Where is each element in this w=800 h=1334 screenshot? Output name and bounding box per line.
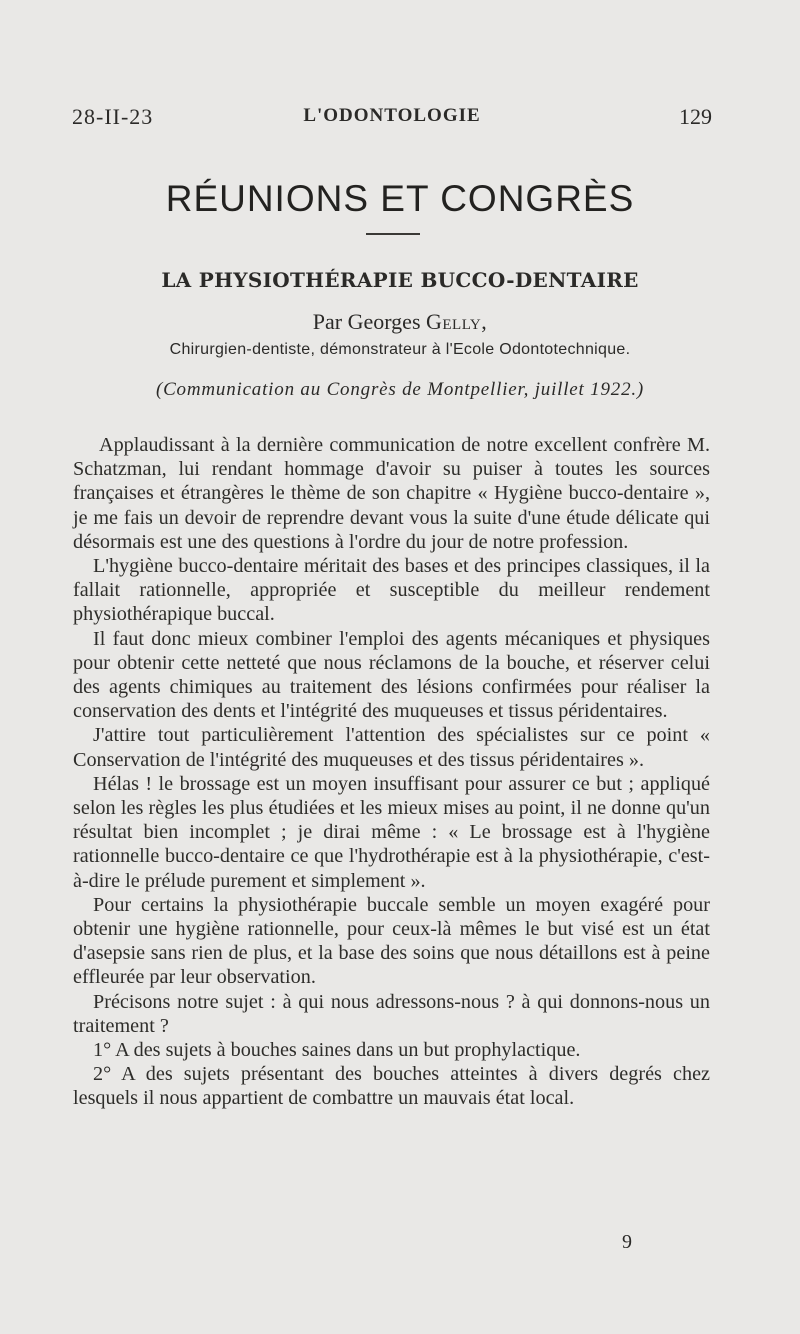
journal-name: L'ODONTOLOGIE xyxy=(303,105,481,126)
issue-date: 28-II-23 xyxy=(72,104,154,129)
paragraph: Précisons notre sujet : à qui nous adressons-nous ? à qui donnons-nous un traitement ? xyxy=(73,990,710,1037)
paragraph: 2° A des sujets présentant des bouches atteintes à divers degrés chez lesquels il nous appartient de combattre un mauvais état local. xyxy=(73,1063,710,1110)
title-divider xyxy=(366,233,420,235)
page-number-top: 129 xyxy=(679,104,712,129)
article-title: LA PHYSIOTHÉRAPIE BUCCO-DENTAIRE xyxy=(161,268,639,292)
paragraph: Il faut donc mieux combiner l'emploi des agents mécaniques et physiques pour obtenir cette netteté que nous réclamons de la bouche, et réserver celui des agents chimiques au traitement des lésions confirmées pour réaliser la conservation des dents et l'intégrité des muqueuses et tissus péridentaires. xyxy=(73,627,710,723)
byline xyxy=(0,309,800,335)
paragraph: L'hygiène bucco-dentaire méritait des bases et des principes classiques, il la fallait rationnelle, appropriée et susceptible du meilleur rendement physiothérapique buccal. xyxy=(73,555,710,626)
byline-prefix: Par Georges xyxy=(312,309,421,334)
running-head xyxy=(72,104,712,132)
paragraph: Pour certains la physiothérapie buccale semble un moyen exagéré pour obtenir une hygiène rationnelle, pour ceux-là mêmes le but visé est un état d'asepsie sans rien de plus, et la base des soins que nous détaillons est à peine effleurée par leur observation. xyxy=(73,893,710,989)
signature-mark: 9 xyxy=(622,1231,632,1253)
communication-note: (Communication au Congrès de Montpellier, juillet 1922.) xyxy=(155,379,645,400)
paragraph: Hélas ! le brossage est un moyen insuffisant pour assurer ce but ; appliqué selon les règles les plus étudiées et les mieux mises au point, il ne donne qu'un résultat bien incomplet ; je dirai même : « Le brossage est à l'hygiène rationnelle bucco-dentaire ce que l'hydrothérapie est à la physiothérapie, c'est-à-dire le prélude purement et simplement ». xyxy=(73,772,710,892)
paragraph: 1° A des sujets à bouches saines dans un but prophylactique. xyxy=(93,1039,581,1062)
section-title: RÉUNIONS ET CONGRÈS xyxy=(165,178,635,219)
author-surname: Gelly, xyxy=(426,309,488,334)
paragraph: J'attire tout particulièrement l'attention des spécialistes sur ce point « Conservation de l'intégrité des muqueuses et des tissus péridentaires ». xyxy=(73,724,710,771)
article-body xyxy=(73,433,710,1111)
author-affiliation: Chirurgien-dentiste, démonstrateur à l'Ecole Odontotechnique. xyxy=(169,341,631,358)
paragraph: Applaudissant à la dernière communication de notre excellent confrère M. Schatzman, lui rendant hommage d'avoir su puiser à toutes les sources françaises et étrangères le thème de son chapitre « Hygiène bucco-dentaire », je me fais un devoir de reprendre devant vous la suite d'une étude délicate qui désormais est une des questions à l'ordre du jour de notre profession. xyxy=(73,434,710,553)
